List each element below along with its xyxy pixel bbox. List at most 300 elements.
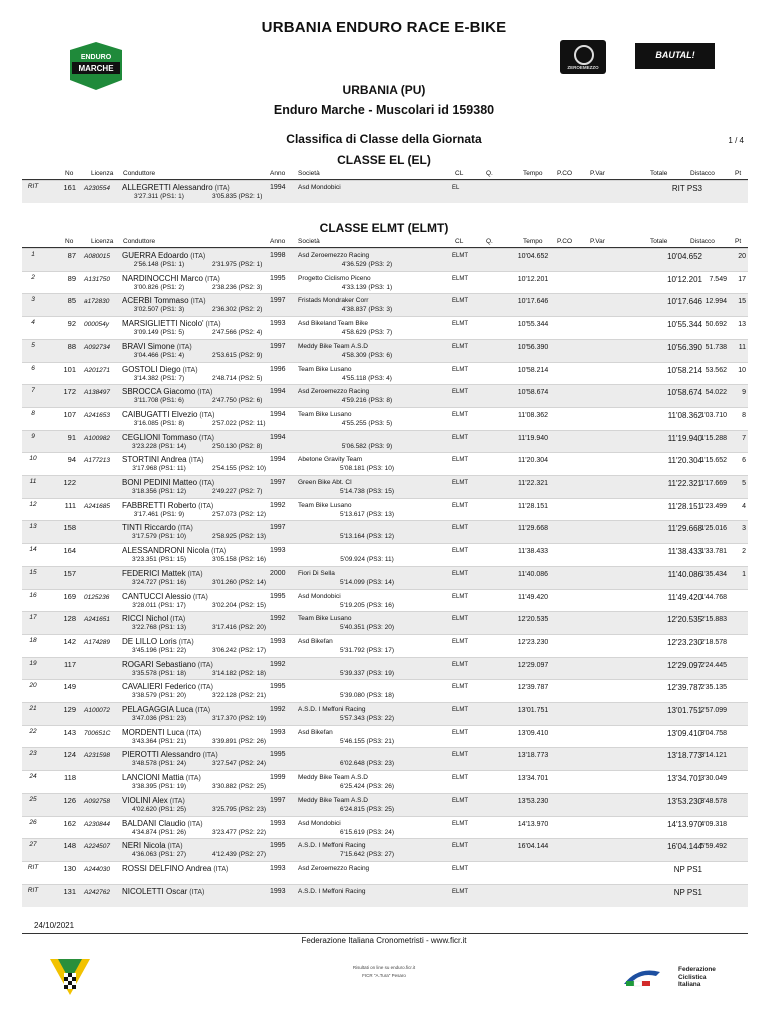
row-class: ELMT	[452, 389, 469, 396]
row-total: 11'28.151	[667, 501, 702, 511]
row-birth-year: 2000	[270, 569, 286, 577]
row-rider-name: CAVALIERI Federico (ITA)	[122, 682, 213, 692]
row-ps2-time: 2'57.022 (PS2: 11)	[212, 419, 266, 427]
row-team: Asd Zeroemezzo Racing	[298, 864, 370, 872]
fci-line-1: Federazione	[678, 966, 716, 973]
row-license: A242762	[84, 888, 111, 896]
row-time: 11'49.420	[517, 593, 548, 601]
row-license: A230554	[84, 185, 111, 192]
row-class: ELMT	[452, 502, 469, 509]
row-rider-name: CANTUCCI Alessio (ITA)	[122, 591, 208, 601]
row-bib-number: 129	[63, 705, 76, 714]
row-license: A244030	[84, 865, 111, 873]
row-position: 4	[31, 319, 35, 327]
row-gap: 50.692	[705, 321, 727, 329]
table-row	[22, 339, 748, 362]
row-rider-name: DE LILLO Loris (ITA)	[122, 636, 194, 646]
table-row	[22, 657, 748, 680]
row-nationality: (ITA)	[188, 298, 206, 306]
row-ps3-time: 5'06.582 (PS3: 9)	[341, 442, 393, 450]
row-nationality: (ITA)	[185, 820, 203, 828]
row-gap: 1'15.288	[700, 434, 727, 442]
table-row	[22, 793, 748, 816]
row-license: A080015	[84, 253, 111, 260]
row-rider-name: MORDENTI Luca (ITA)	[122, 727, 202, 737]
header-team: Società	[298, 170, 320, 177]
row-total: 12'39.787	[667, 683, 702, 693]
row-ps2-time: 3'05.158 (PS2: 16)	[212, 556, 266, 564]
row-rider-name: STORTINI Andrea (ITA)	[122, 455, 204, 465]
table-row	[22, 452, 748, 475]
row-class: ELMT	[452, 820, 469, 827]
row-ps2-time: 2'31.975 (PS2: 1)	[212, 261, 263, 268]
row-position: 21	[29, 705, 37, 712]
event-name: Enduro Marche - Muscolari id 159380	[273, 103, 495, 117]
row-birth-year: 1994	[270, 184, 286, 191]
fci-logo	[622, 964, 662, 988]
row-license: 0125236	[84, 593, 110, 601]
row-gap: 1'17.669	[700, 480, 727, 487]
row-gap: 2'18.578	[700, 638, 727, 646]
row-birth-year: 1995	[270, 842, 286, 850]
row-license: 000054y	[84, 321, 109, 329]
row-nationality: (ITA)	[165, 843, 183, 851]
row-bib-number: 149	[63, 682, 76, 692]
row-ps3-time: 4'55.255 (PS3: 5)	[341, 419, 393, 427]
row-gap: 7.549	[709, 275, 727, 283]
row-birth-year: 1997	[270, 297, 286, 305]
row-bib-number: 158	[63, 523, 76, 533]
footer-divider	[22, 933, 748, 934]
row-bib-number: 118	[64, 773, 76, 783]
header-pco: P.CO	[557, 238, 573, 245]
row-position: 2	[31, 273, 35, 281]
row-position: 5	[31, 341, 35, 349]
table-row	[22, 430, 748, 453]
row-ps1-time: 4'36.063 (PS1: 27)	[132, 851, 186, 859]
row-total: 12'29.097	[667, 660, 702, 670]
row-total: 10'17.646	[667, 297, 702, 307]
row-ps1-time: 3'27.311 (PS1: 1)	[134, 193, 184, 200]
row-bib-number: 164	[63, 546, 76, 556]
row-nationality: (ITA)	[200, 752, 218, 760]
table-row	[22, 816, 748, 839]
row-team: Asd Mondobici	[298, 592, 341, 600]
table-row	[22, 861, 748, 884]
row-birth-year: 1995	[270, 592, 286, 600]
row-time: 12'39.787	[517, 684, 549, 692]
row-ps2-time: 2'47.750 (PS2: 6)	[212, 397, 263, 405]
row-ps1-time: 3'11.708 (PS1: 6)	[134, 397, 184, 405]
row-ps1-time: 3'02.507 (PS1: 3)	[133, 306, 185, 314]
row-points: 15	[738, 298, 746, 306]
row-bib-number: 131	[63, 886, 76, 896]
row-license: A092734	[84, 343, 111, 351]
table-row	[22, 498, 748, 521]
row-points: 20	[738, 253, 746, 260]
row-license: A131750	[84, 275, 111, 283]
row-rider-name: BALDANI Claudio (ITA)	[122, 818, 203, 828]
row-time: 11'20.304	[517, 457, 548, 465]
row-ps3-time: 5'39.080 (PS3: 18)	[340, 692, 394, 700]
row-birth-year: 1995	[270, 683, 286, 691]
row-birth-year: 1994	[270, 410, 286, 418]
row-points: 6	[742, 457, 746, 465]
row-nationality: (ITA)	[197, 411, 215, 419]
row-gap: 54.022	[705, 389, 727, 397]
row-time: 10'58.674	[517, 389, 549, 397]
row-ps2-time: 3'23.477 (PS2: 22)	[212, 828, 266, 836]
row-birth-year: 1997	[270, 524, 286, 532]
row-ps1-time: 3'17.579 (PS1: 10)	[132, 533, 186, 541]
row-ps2-time: 2'49.227 (PS2: 7)	[212, 488, 263, 495]
row-nationality: (ITA)	[184, 729, 202, 737]
row-ps2-time: 3'27.547 (PS2: 24)	[212, 760, 266, 768]
row-rider-name: SBROCCA Giacomo (ITA)	[122, 387, 213, 397]
table-row	[22, 271, 748, 294]
row-rider-name: GOSTOLI Diego (ITA)	[122, 364, 198, 374]
row-ps1-time: 3'23.351 (PS1: 15)	[132, 556, 186, 564]
row-points: 10	[738, 366, 746, 374]
row-total: 10'56.390	[667, 342, 702, 352]
row-license: A100072	[84, 707, 111, 714]
table-row	[22, 475, 748, 498]
row-ps3-time: 6'02.648 (PS3: 23)	[340, 760, 394, 768]
row-ps2-time: 3'17.416 (PS2: 20)	[212, 624, 266, 632]
row-ps2-time: 2'38.236 (PS2: 3)	[212, 283, 263, 291]
row-team: A.S.D. I Meffoni Racing	[298, 842, 366, 850]
row-ps1-time: 3'17.968 (PS1: 11)	[132, 465, 186, 473]
row-rider-name: ROSSI DELFINO Andrea (ITA)	[122, 863, 229, 873]
row-ps1-time: 3'18.356 (PS1: 12)	[132, 488, 186, 495]
row-position: 14	[29, 546, 37, 554]
row-nationality: (ITA)	[190, 593, 208, 601]
row-birth-year: 1994	[270, 456, 286, 464]
row-total: 14'13.970	[667, 819, 702, 829]
row-ps3-time: 4'58.629 (PS3: 7)	[341, 329, 393, 337]
table-row	[22, 248, 748, 271]
row-ps2-time: 3'30.882 (PS2: 25)	[212, 783, 266, 791]
page-title: URBANIA ENDURO RACE E-BIKE	[261, 19, 507, 36]
row-ps1-time: 3'00.826 (PS1: 2)	[133, 283, 185, 291]
row-rider-name: BONI PEDINI Matteo (ITA)	[122, 478, 215, 487]
row-ps3-time: 7'15.642 (PS3: 27)	[340, 851, 394, 859]
logo-left-text-top: ENDURO	[80, 54, 112, 61]
row-class: ELMT	[452, 684, 469, 691]
row-position: RIT	[27, 863, 39, 871]
row-ps2-time: 2'57.073 (PS2: 12)	[212, 510, 266, 518]
row-license: A224507	[84, 843, 111, 851]
row-rider-name: RICCI Nichol (ITA)	[122, 614, 186, 624]
row-team: A.S.D. I Meffoni Racing	[298, 887, 366, 895]
row-ps1-time: 3'43.364 (PS1: 21)	[132, 737, 186, 745]
row-ps1-time: 3'38.579 (PS1: 20)	[132, 692, 186, 700]
row-ps3-time: 4'55.118 (PS3: 4)	[342, 374, 392, 382]
row-ps3-time: 4'33.139 (PS3: 1)	[341, 283, 393, 291]
row-ps1-time: 3'28.011 (PS1: 17)	[132, 601, 186, 609]
row-time: 12'29.097	[517, 661, 549, 669]
row-birth-year: 1997	[270, 342, 286, 350]
row-gap: 3'14.121	[700, 752, 727, 760]
row-total: 11'22.321	[667, 479, 702, 488]
row-position: 18	[29, 636, 37, 644]
row-bib-number: 157	[63, 568, 76, 578]
row-class: ELMT	[452, 275, 469, 282]
header-cl: CL	[455, 170, 464, 177]
row-team: Abetone Gravity Team	[298, 456, 363, 464]
bautal-logo-text: BAUTAL!	[655, 50, 695, 60]
row-position: 20	[29, 682, 37, 690]
header-pvar: P.Var	[590, 238, 605, 245]
row-birth-year: 1997	[270, 479, 286, 486]
row-gap: 12.994	[705, 298, 727, 306]
class-el-title: CLASSE EL (EL)	[337, 153, 431, 167]
row-bib-number: 111	[64, 500, 76, 510]
row-team: Asd Mondobici	[298, 184, 341, 191]
row-nationality: (ITA)	[176, 638, 194, 646]
row-birth-year: 1993	[270, 637, 286, 645]
row-position: 24	[29, 773, 37, 781]
row-total: 10'58.674	[667, 388, 702, 398]
row-nationality: (ITA)	[202, 275, 220, 283]
table-row	[22, 611, 748, 634]
row-rider-name: BRAVI Simone (ITA)	[122, 341, 192, 351]
header-pt: Pt	[735, 238, 742, 245]
row-nationality: (ITA)	[186, 457, 204, 465]
table-row	[22, 838, 748, 861]
row-ps2-time: 3'06.242 (PS2: 17)	[212, 646, 266, 654]
table-row	[22, 520, 748, 543]
row-ps1-time: 3'38.395 (PS1: 19)	[132, 783, 186, 791]
row-gap: 2'35.135	[700, 684, 727, 692]
header-tempo: Tempo	[523, 238, 543, 245]
table-row	[22, 180, 748, 203]
row-nationality: (ITA)	[193, 707, 211, 714]
header-year: Anno	[270, 170, 286, 177]
row-ps2-time: 2'50.130 (PS2: 8)	[212, 442, 263, 450]
row-class: ELMT	[452, 661, 469, 668]
row-total: 10'58.214	[667, 365, 702, 375]
header-gap: Distacco	[690, 170, 715, 177]
row-position: 26	[29, 818, 37, 826]
row-gap: 1'15.652	[700, 457, 727, 465]
row-position: 6	[31, 364, 35, 372]
row-ps1-time: 4'34.874 (PS1: 26)	[132, 828, 186, 836]
row-gap: 1'33.781	[700, 548, 727, 556]
row-total: 13'53.230	[667, 796, 702, 806]
row-ps1-time: 4'02.620 (PS1: 25)	[132, 805, 186, 813]
row-bib-number: 124	[63, 750, 76, 760]
row-ps3-time: 5'08.181 (PS3: 10)	[340, 465, 394, 473]
row-nationality: (ITA)	[209, 548, 227, 556]
row-ps2-time: 2'36.302 (PS2: 2)	[212, 306, 263, 314]
row-license: A177213	[84, 457, 111, 465]
row-points: 4	[742, 502, 746, 510]
row-ps3-time: 5'14.099 (PS3: 14)	[340, 578, 394, 586]
row-position: 3	[31, 296, 35, 304]
row-team: Fristads Mondraker Corr	[298, 297, 369, 305]
row-birth-year: 1993	[270, 728, 286, 736]
row-total: NP PS1	[673, 864, 702, 874]
row-time: 10'56.390	[517, 343, 549, 351]
row-nationality: (ITA)	[211, 865, 229, 873]
row-bib-number: 162	[63, 818, 76, 828]
row-time: 13'01.751	[517, 707, 549, 714]
row-ps3-time: 4'36.529 (PS3: 2)	[341, 261, 393, 268]
header-rider: Conduttore	[123, 238, 156, 245]
header-pt: Pt	[735, 170, 742, 177]
header-pco: P.CO	[557, 170, 573, 177]
row-class: ELMT	[452, 366, 469, 373]
row-position: 22	[29, 727, 37, 735]
row-gap: 3'48.578	[700, 797, 727, 805]
table-row	[22, 293, 748, 316]
row-time: 10'04.652	[517, 253, 549, 260]
row-total: 13'09.410	[667, 728, 702, 738]
row-birth-year: 1999	[270, 774, 286, 782]
row-ps3-time: 4'58.309 (PS3: 6)	[341, 351, 393, 359]
row-class: ELMT	[452, 797, 469, 804]
table-row	[22, 679, 748, 702]
row-points: 9	[742, 389, 746, 397]
row-position: 17	[29, 614, 37, 622]
row-ps2-time: 2'47.566 (PS2: 4)	[212, 329, 263, 337]
row-ps3-time: 4'59.216 (PS3: 8)	[341, 397, 393, 405]
row-position: 27	[29, 841, 37, 849]
row-nationality: (ITA)	[180, 366, 198, 374]
row-class: ELMT	[452, 457, 469, 464]
row-class: ELMT	[452, 411, 469, 418]
row-points: 8	[742, 411, 746, 419]
header-year: Anno	[270, 238, 286, 245]
row-bib-number: 87	[67, 251, 76, 260]
row-time: 12'23.230	[517, 638, 549, 646]
row-team: Team Bike Lusano	[298, 501, 352, 509]
table-row	[22, 407, 748, 430]
row-total: 11'20.304	[667, 456, 702, 466]
row-time: 11'08.362	[517, 411, 548, 419]
row-ps2-time: 2'58.925 (PS2: 13)	[212, 533, 266, 541]
row-position: 10	[29, 455, 37, 463]
row-license: A092758	[84, 797, 111, 805]
row-birth-year: 1993	[270, 547, 286, 555]
class-elmt-title: CLASSE ELMT (ELMT)	[319, 221, 449, 235]
row-rider-name: CAIBUGATTI Elvezio (ITA)	[122, 409, 215, 419]
row-rider-name: MARSIGLIETTI Nicolo' (ITA)	[122, 319, 221, 329]
row-team: Asd Bikeland Team Bike	[298, 320, 368, 328]
row-points: 3	[742, 525, 746, 533]
row-position: 16	[29, 591, 37, 599]
row-birth-year: 1993	[270, 887, 286, 895]
row-total: 10'55.344	[667, 320, 702, 330]
row-class: ELMT	[452, 298, 469, 305]
row-total: 13'18.773	[667, 751, 702, 761]
row-ps1-time: 2'56.148 (PS1: 1)	[133, 261, 185, 268]
row-nationality: (ITA)	[212, 185, 230, 192]
results-online-note: Risultati on line su enduro.ficr.it	[352, 965, 416, 970]
row-ps3-time: 5'39.337 (PS3: 19)	[340, 669, 394, 677]
row-ps3-time: 5'46.155 (PS3: 21)	[340, 737, 394, 745]
row-ps2-time: 3'01.260 (PS2: 14)	[212, 578, 266, 586]
row-nationality: (ITA)	[183, 775, 201, 783]
row-position: 12	[29, 500, 37, 508]
row-rider-name: CEGLIONI Tommaso (ITA)	[122, 432, 214, 442]
row-gap: 1'03.710	[700, 411, 727, 419]
row-position: 7	[31, 387, 35, 395]
row-total: 12'23.230	[667, 637, 702, 647]
row-class: ELMT	[452, 548, 469, 555]
row-class: ELMT	[452, 775, 469, 782]
row-ps3-time: 5'57.343 (PS3: 22)	[340, 715, 394, 722]
row-ps2-time: 3'25.795 (PS2: 23)	[212, 805, 266, 813]
row-bib-number: 91	[67, 432, 76, 442]
row-bib-number: 122	[63, 478, 76, 487]
row-ps1-time: 3'16.085 (PS1: 8)	[133, 419, 185, 427]
row-total: 11'40.086	[667, 569, 702, 579]
header-gap: Distacco	[690, 238, 715, 245]
row-birth-year: 1993	[270, 320, 286, 328]
row-position: 1	[31, 251, 35, 258]
row-gap: 4'09.318	[700, 820, 727, 828]
row-position: 9	[31, 432, 35, 440]
header-no: No	[65, 238, 74, 245]
row-ps2-time: 3'05.835 (PS2: 1)	[212, 193, 263, 200]
row-rider-name: ALESSANDRONI Nicola (ITA)	[122, 546, 227, 556]
header-cl: CL	[455, 238, 464, 245]
row-gap: 2'15.883	[700, 616, 727, 624]
row-team: Asd Zeroemezzo Racing	[298, 252, 370, 259]
row-points: 17	[738, 275, 746, 283]
row-ps1-time: 3'22.768 (PS1: 13)	[132, 624, 186, 632]
bautal-logo	[635, 43, 715, 69]
row-bib-number: 101	[63, 364, 76, 374]
row-license: A174289	[84, 638, 111, 646]
row-license: A138497	[84, 389, 111, 397]
header-licenza: Licenza	[91, 238, 114, 245]
row-gap: 3'30.049	[700, 775, 727, 783]
row-gap: 1'35.434	[700, 570, 727, 578]
row-points: 5	[742, 480, 746, 487]
header-no: No	[65, 170, 74, 177]
row-nationality: (ITA)	[203, 321, 221, 329]
row-class: ELMT	[452, 593, 469, 600]
row-team: Green Bike Abt. CI	[298, 479, 352, 486]
row-position: 15	[29, 568, 37, 576]
row-nationality: (ITA)	[167, 797, 185, 805]
row-birth-year: 1997	[270, 796, 286, 804]
row-ps1-time: 3'48.578 (PS1: 24)	[132, 760, 186, 768]
row-bib-number: 161	[63, 183, 76, 192]
logo-left-text-bottom: MARCHE	[78, 64, 114, 73]
row-total: RIT PS3	[671, 184, 702, 193]
table-row	[22, 362, 748, 385]
row-position: RIT	[27, 183, 39, 190]
row-total: 11'38.433	[667, 547, 702, 557]
row-class: ELMT	[452, 638, 469, 645]
row-points: 1	[742, 570, 746, 578]
row-position: 11	[29, 478, 37, 485]
row-time: 11'28.151	[517, 502, 548, 510]
header-licenza: Licenza	[91, 170, 114, 177]
row-ps3-time: 5'13.617 (PS3: 13)	[340, 510, 394, 518]
row-class: ELMT	[452, 843, 469, 850]
row-class: ELMT	[452, 253, 469, 259]
row-ps2-time: 2'48.714 (PS2: 5)	[212, 374, 263, 382]
header-rider: Conduttore	[123, 170, 156, 177]
row-ps3-time: 5'19.205 (PS3: 16)	[340, 601, 394, 609]
row-ps2-time: 2'54.155 (PS2: 10)	[212, 465, 266, 473]
header-total: Totale	[650, 238, 668, 245]
